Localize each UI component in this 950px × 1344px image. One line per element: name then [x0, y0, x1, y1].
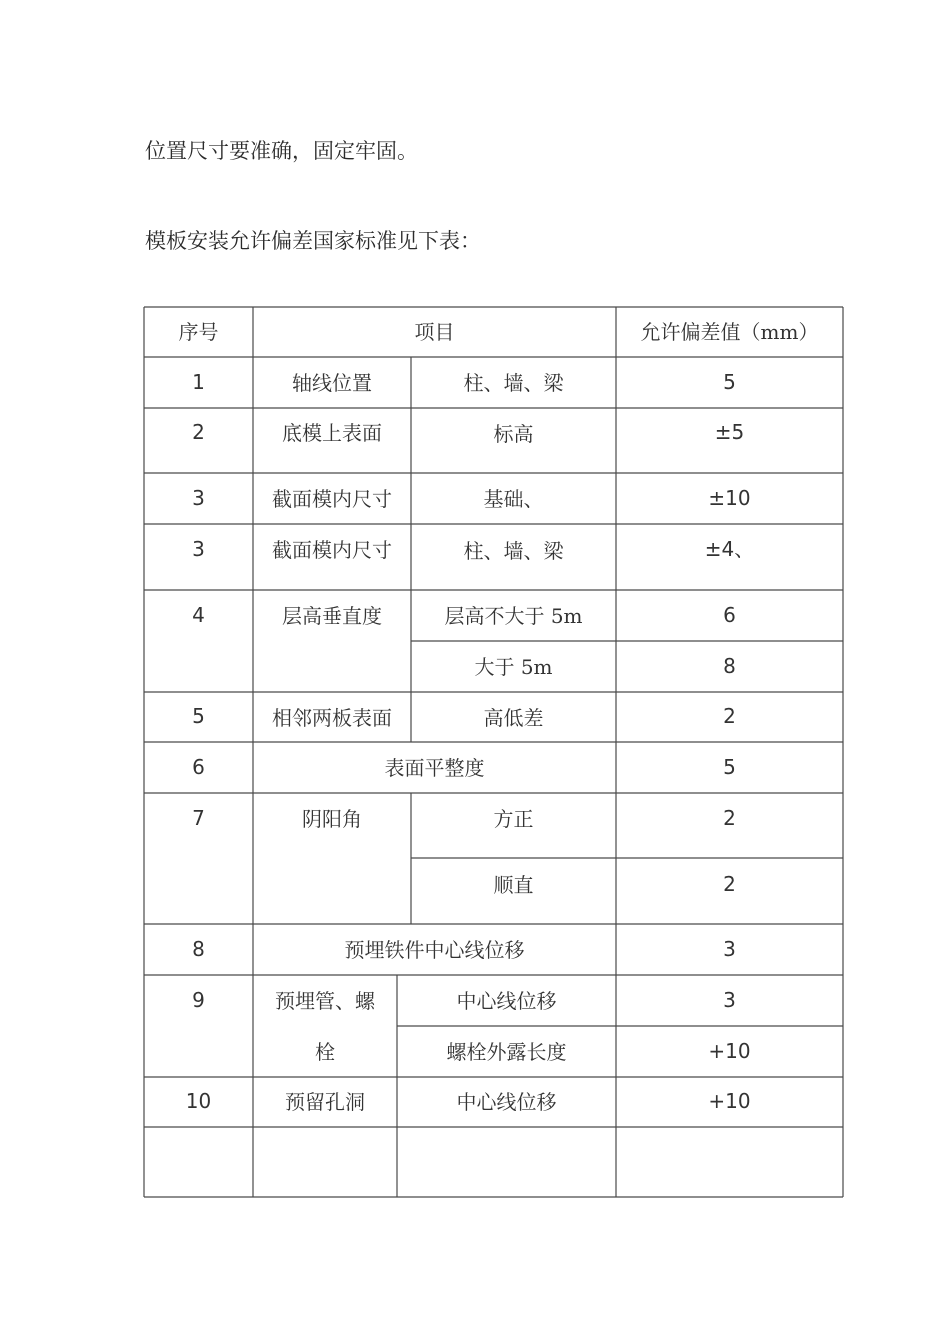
row6-tol: 2: [723, 704, 736, 728]
header-seq: 序号: [178, 320, 219, 344]
row9-seq: 8: [192, 937, 205, 961]
row4-item: 截面模内尺寸: [272, 538, 392, 562]
row10-sub-1: 中心线位移: [456, 989, 557, 1013]
row3-tol: ±10: [708, 486, 751, 510]
row7-item: 表面平整度: [384, 756, 485, 780]
row8-tol-1: 2: [723, 806, 736, 830]
row10-item-line2: 栓: [315, 1040, 335, 1064]
row10-seq: 9: [192, 988, 205, 1012]
intro-paragraph-2: 模板安装允许偏差国家标准见下表：: [145, 229, 481, 253]
header-item: 项目: [414, 320, 455, 344]
row5-sub-2: 大于 5m: [474, 655, 553, 679]
row5-item: 层高垂直度: [282, 604, 382, 628]
row7-tol: 5: [723, 755, 736, 779]
row3-sub: 基础、: [483, 487, 544, 511]
row11-item: 预留孔洞: [285, 1090, 365, 1114]
row6-seq: 5: [192, 704, 205, 728]
row4-sub: 柱、墙、梁: [463, 539, 564, 563]
row5-sub-1: 层高不大于 5m: [444, 604, 583, 628]
row10-tol-2: +10: [708, 1039, 751, 1063]
row1-item: 轴线位置: [292, 371, 372, 395]
row5-seq: 4: [192, 603, 205, 627]
row10-tol-1: 3: [723, 988, 736, 1012]
row1-sub: 柱、墙、梁: [463, 371, 564, 395]
row5-tol-2: 8: [723, 654, 736, 678]
row2-tol: ±5: [714, 420, 745, 444]
row8-item: 阴阳角: [302, 807, 362, 831]
row8-seq: 7: [192, 806, 205, 830]
row9-item: 预埋铁件中心线位移: [344, 938, 525, 962]
row11-seq: 10: [185, 1089, 212, 1113]
row6-item: 相邻两板表面: [272, 706, 392, 730]
row8-sub-1: 方正: [493, 807, 534, 831]
row8-sub-2: 顺直: [493, 873, 534, 897]
row2-item: 底模上表面: [282, 421, 382, 445]
header-tolerance: 允许偏差值（mm）: [640, 320, 819, 344]
row11-sub: 中心线位移: [456, 1090, 557, 1114]
row11-tol: +10: [708, 1089, 751, 1113]
row7-seq: 6: [192, 755, 205, 779]
row5-tol-1: 6: [723, 603, 736, 627]
row8-tol-2: 2: [723, 872, 736, 896]
row1-seq: 1: [192, 370, 205, 394]
row6-sub: 高低差: [483, 706, 544, 730]
row10-sub-2: 螺栓外露长度: [446, 1040, 567, 1064]
row4-seq: 3: [192, 537, 205, 561]
row10-item-line1: 预埋管、螺: [275, 989, 375, 1013]
row3-seq: 3: [192, 486, 205, 510]
row2-seq: 2: [192, 420, 205, 444]
row3-item: 截面模内尺寸: [272, 487, 392, 511]
row4-tol: ±4、: [704, 537, 755, 561]
row9-tol: 3: [723, 937, 736, 961]
row2-sub: 标高: [493, 422, 534, 446]
row1-tol: 5: [723, 370, 736, 394]
intro-paragraph-1: 位置尺寸要准确，固定牢固。: [145, 139, 418, 163]
